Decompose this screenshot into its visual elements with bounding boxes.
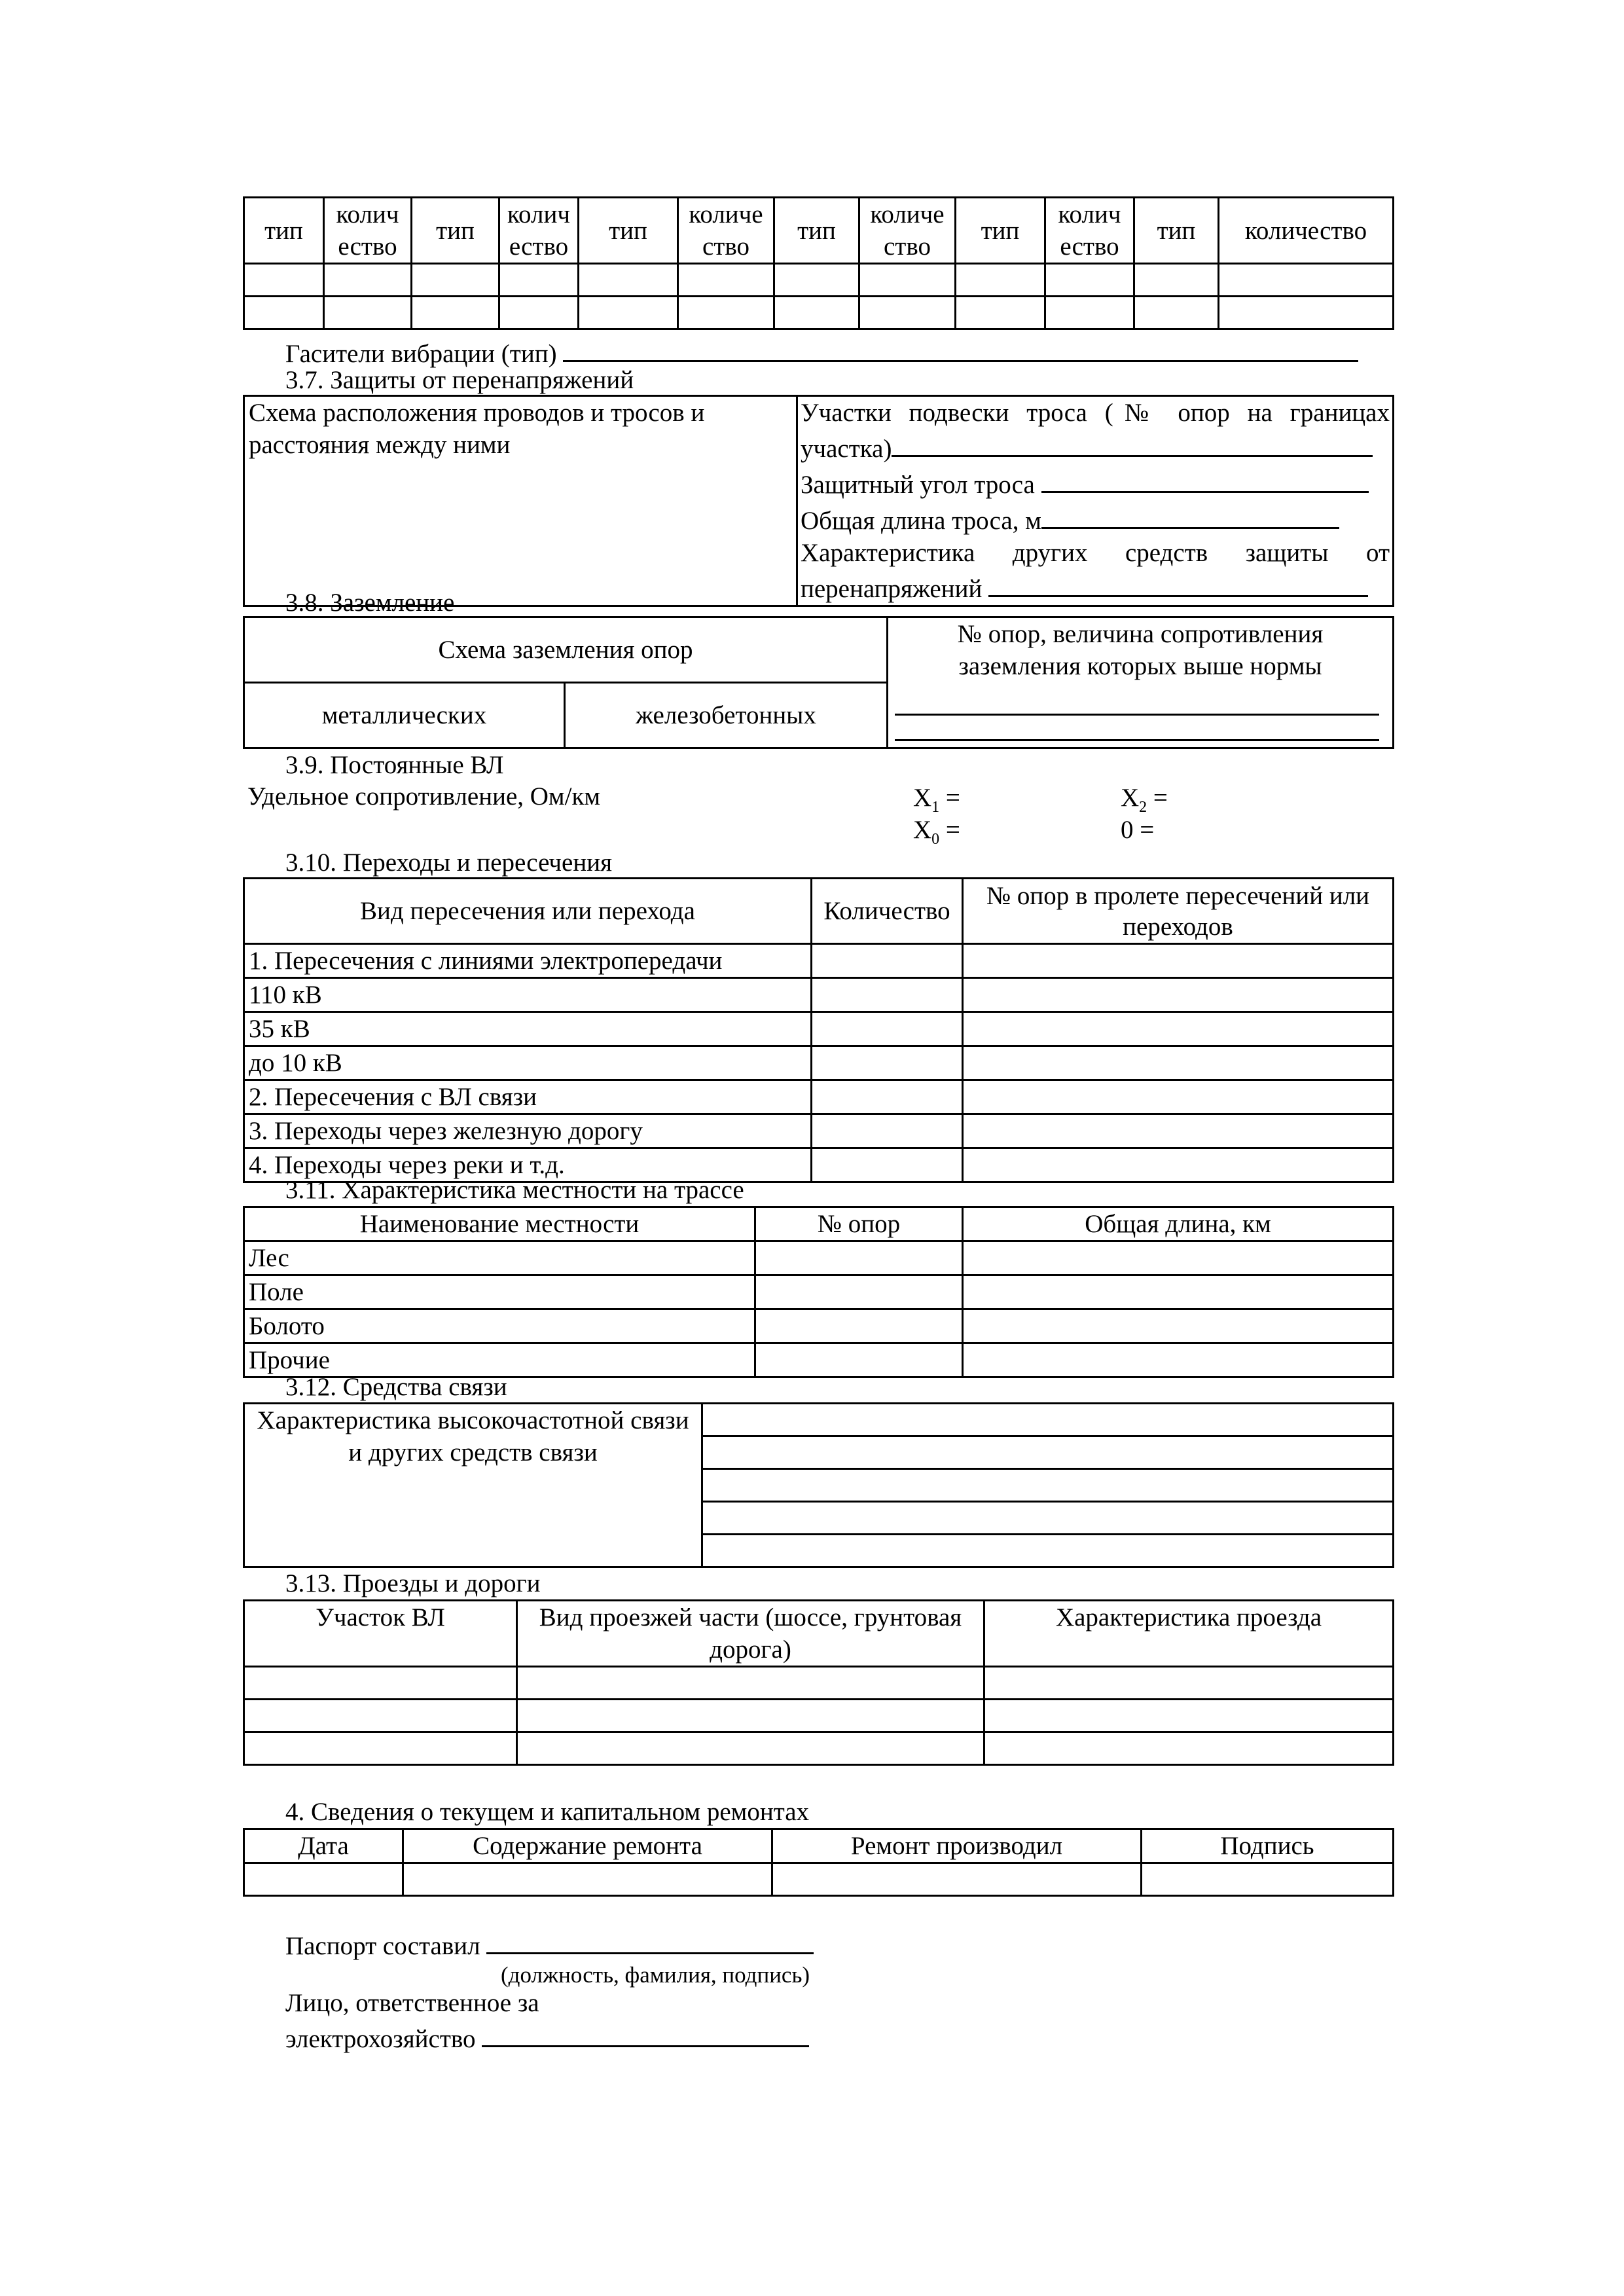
cell[interactable]	[774, 297, 859, 329]
table-row	[244, 264, 1394, 297]
x2-equals: =	[1147, 784, 1168, 812]
cell[interactable]	[859, 297, 956, 329]
header-cell: тип	[244, 198, 324, 264]
header-cell: Дата	[244, 1829, 403, 1863]
responsible-line	[285, 2019, 809, 2055]
x1-symbol: X	[913, 784, 932, 812]
cell[interactable]	[755, 1309, 963, 1343]
cell[interactable]	[517, 1732, 984, 1765]
cell[interactable]	[963, 1046, 1394, 1080]
cell[interactable]	[244, 1863, 403, 1896]
cell[interactable]	[1134, 297, 1219, 329]
x0-symbol: X	[913, 816, 932, 844]
zero-value: 0 =	[1121, 816, 1155, 844]
header-cell: № опор в пролете пересечений или переходов	[963, 879, 1394, 944]
row-label: 2. Пересечения с ВЛ связи	[244, 1080, 812, 1114]
cell[interactable]	[1045, 264, 1134, 297]
cell[interactable]	[579, 297, 678, 329]
cell[interactable]	[812, 1046, 963, 1080]
cell[interactable]	[244, 264, 324, 297]
other-protection-field[interactable]	[988, 569, 1368, 597]
x1-equals: =	[939, 784, 960, 812]
cell[interactable]	[812, 1148, 963, 1182]
table-row	[244, 1667, 1394, 1700]
cell[interactable]	[702, 1436, 1394, 1469]
table-row	[244, 1309, 1394, 1343]
grounding-table	[243, 616, 1394, 749]
cell[interactable]	[963, 1080, 1394, 1114]
wire-layout-cell	[244, 396, 797, 606]
section-title: 3.10. Переходы и пересечения	[285, 848, 613, 877]
cell[interactable]	[412, 297, 499, 329]
concrete-column-header: железобетонных	[565, 683, 888, 748]
type-quantity-table	[243, 196, 1394, 330]
table-row	[244, 1080, 1394, 1114]
cell[interactable]	[412, 264, 499, 297]
dampers-field[interactable]	[563, 334, 1358, 362]
x0-value	[913, 814, 960, 846]
cell[interactable]	[774, 264, 859, 297]
cell[interactable]	[1219, 264, 1394, 297]
responsible-field[interactable]	[482, 2019, 809, 2047]
cell[interactable]	[956, 264, 1045, 297]
cell[interactable]	[984, 1667, 1394, 1700]
cell[interactable]	[812, 978, 963, 1012]
other-protection-line	[801, 569, 1390, 605]
cell[interactable]	[755, 1275, 963, 1309]
header-cell: Характеристика проезда	[984, 1601, 1394, 1667]
grounding-excess-field-1[interactable]	[895, 690, 1379, 716]
cell[interactable]	[755, 1241, 963, 1275]
compiled-by-label: Паспорт составил	[285, 1932, 480, 1960]
header-cell: Подпись	[1142, 1829, 1394, 1863]
metal-column-header: металлических	[244, 683, 565, 748]
cell[interactable]	[963, 944, 1394, 978]
cell[interactable]	[403, 1863, 772, 1896]
cell[interactable]	[772, 1863, 1142, 1896]
section-title: 3.9. Постоянные ВЛ	[285, 751, 504, 779]
cell[interactable]	[517, 1700, 984, 1732]
cable-angle-line	[801, 465, 1390, 501]
cable-angle-label: Защитный угол троса	[801, 471, 1035, 499]
row-label: 35 кВ	[244, 1012, 812, 1046]
header-cell: Общая длина, км	[963, 1207, 1394, 1241]
cell[interactable]	[1045, 297, 1134, 329]
grounding-excess-label: № опор, величина сопротивления заземления которых выше нормы	[957, 620, 1324, 680]
responsible-label: Лицо, ответственное за	[285, 1989, 539, 2017]
compiled-by-field[interactable]	[486, 1926, 814, 1954]
cell[interactable]	[244, 297, 324, 329]
grounding-excess-field-2[interactable]	[895, 716, 1379, 741]
header-cell: колич ество	[1045, 198, 1134, 264]
cell[interactable]	[1219, 297, 1394, 329]
cell[interactable]	[1134, 264, 1219, 297]
header-cell: тип	[774, 198, 859, 264]
cell[interactable]	[963, 1275, 1394, 1309]
crossings-table	[243, 877, 1394, 1183]
section-title: 3.11. Характеристика местности на трассе	[285, 1176, 744, 1204]
cell[interactable]	[579, 264, 678, 297]
cell[interactable]	[963, 1012, 1394, 1046]
cable-length-line	[801, 501, 1390, 537]
cell[interactable]	[963, 1241, 1394, 1275]
cell[interactable]	[755, 1343, 963, 1377]
header-cell: Вид проезжей части (шоссе, грунтовая дорога)	[517, 1601, 984, 1667]
grounding-excess-cell	[888, 617, 1394, 748]
header-cell: тип	[1134, 198, 1219, 264]
section-title: 3.8. Заземление	[285, 589, 455, 617]
cell[interactable]	[244, 1700, 517, 1732]
table-header-row	[244, 879, 1394, 944]
cable-sections-label-cont: участка)	[801, 435, 892, 463]
resistance-label: Удельное сопротивление, Ом/км	[247, 782, 601, 811]
section-title: 3.13. Проезды и дороги	[285, 1569, 541, 1597]
cable-sections-label: Участки подвески троса (№ опор на границах	[801, 399, 1390, 427]
row-label: 3. Переходы через железную дорогу	[244, 1114, 812, 1148]
cell[interactable]	[963, 1114, 1394, 1148]
cell[interactable]	[499, 264, 579, 297]
table-row	[244, 1241, 1394, 1275]
section-title: 3.12. Средства связи	[285, 1373, 507, 1401]
cell[interactable]	[984, 1732, 1394, 1765]
table-header-row	[244, 1829, 1394, 1863]
compiled-by-hint: (должность, фамилия, подпись)	[501, 1962, 810, 1988]
header-cell: № опор	[755, 1207, 963, 1241]
table-header-row	[244, 198, 1394, 264]
cell[interactable]	[244, 1732, 517, 1765]
x2-symbol: X	[1121, 784, 1140, 812]
cell[interactable]	[244, 1667, 517, 1700]
row-label: Поле	[244, 1275, 755, 1309]
row-label: 1. Пересечения с линиями электропередачи	[244, 944, 812, 978]
cell[interactable]	[678, 297, 774, 329]
cell[interactable]	[812, 1114, 963, 1148]
cell[interactable]	[812, 944, 963, 978]
row-label: 4. Переходы через реки и т.д.	[244, 1148, 812, 1182]
grounding-scheme-header: Схема заземления опор	[244, 617, 888, 683]
x1-value	[913, 782, 960, 814]
table-row	[244, 1012, 1394, 1046]
cable-sections-field[interactable]	[892, 429, 1373, 457]
cell[interactable]	[702, 1502, 1394, 1535]
header-cell: Наименование местности	[244, 1207, 755, 1241]
table-row	[244, 1114, 1394, 1148]
row-label: Прочие	[244, 1343, 755, 1377]
header-cell: Участок ВЛ	[244, 1601, 517, 1667]
table-row	[244, 1863, 1394, 1896]
x0-subscript: 0	[931, 830, 940, 848]
cell[interactable]	[812, 1012, 963, 1046]
cell[interactable]	[324, 297, 412, 329]
header-cell: колич ество	[499, 198, 579, 264]
header-cell: количе ство	[859, 198, 956, 264]
header-cell: Вид пересечения или перехода	[244, 879, 812, 944]
x1-subscript: 1	[931, 798, 940, 816]
section-title: 3.7. Защиты от перенапряжений	[285, 366, 634, 394]
table-row	[244, 1275, 1394, 1309]
header-cell: тип	[956, 198, 1045, 264]
table-row	[244, 978, 1394, 1012]
table-row	[244, 297, 1394, 329]
cell[interactable]	[984, 1700, 1394, 1732]
terrain-table	[243, 1206, 1394, 1378]
header-cell: Количество	[812, 879, 963, 944]
cell[interactable]	[963, 1148, 1394, 1182]
header-cell: количе ство	[678, 198, 774, 264]
header-cell: тип	[412, 198, 499, 264]
cell[interactable]	[324, 264, 412, 297]
cell[interactable]	[678, 264, 774, 297]
cell[interactable]	[859, 264, 956, 297]
table-row	[244, 1700, 1394, 1732]
cable-sections-line	[801, 429, 1390, 465]
cable-length-label: Общая длина троса, м	[801, 507, 1041, 535]
cell[interactable]	[1142, 1863, 1394, 1896]
cell[interactable]	[812, 1080, 963, 1114]
compiled-by-line	[285, 1926, 814, 1962]
table-row	[244, 1046, 1394, 1080]
cell[interactable]	[499, 297, 579, 329]
header-cell: Ремонт производил	[772, 1829, 1142, 1863]
repairs-table	[243, 1828, 1394, 1897]
table-header-row	[244, 1601, 1394, 1667]
other-protection-label: Характеристика других средств защиты от	[801, 539, 1390, 567]
row-label: до 10 кВ	[244, 1046, 812, 1080]
table-row	[244, 1732, 1394, 1765]
table-row	[244, 944, 1394, 978]
x2-value	[1121, 782, 1168, 814]
cell[interactable]	[517, 1667, 984, 1700]
overvoltage-table	[243, 395, 1394, 607]
cable-length-field[interactable]	[1041, 501, 1339, 529]
x0-equals: =	[939, 816, 960, 844]
x2-subscript: 2	[1139, 798, 1147, 816]
cell[interactable]	[702, 1469, 1394, 1502]
header-cell: колич ество	[324, 198, 412, 264]
row-label: Лес	[244, 1241, 755, 1275]
cable-info-cell	[797, 396, 1394, 606]
section-title: 4. Сведения о текущем и капитальном ремонтах	[285, 1798, 810, 1826]
responsible-label-cont: электрохозяйство	[285, 2025, 476, 2053]
roads-table	[243, 1599, 1394, 1766]
row-label: Болото	[244, 1309, 755, 1343]
table-header-row	[244, 1207, 1394, 1241]
cell[interactable]	[963, 978, 1394, 1012]
cell[interactable]	[963, 1343, 1394, 1377]
communications-label: Характеристика высокочастотной связи и других средств связи	[244, 1404, 702, 1567]
header-cell: количество	[1219, 198, 1394, 264]
other-protection-label-cont: перенапряжений	[801, 575, 983, 603]
dampers-label: Гасители вибрации (тип)	[285, 340, 557, 368]
cell[interactable]	[702, 1535, 1394, 1567]
cell[interactable]	[702, 1404, 1394, 1436]
wire-layout-label: Схема расположения проводов и тросов и расстояния между ними	[249, 399, 705, 459]
communications-table	[243, 1402, 1394, 1568]
header-cell: Содержание ремонта	[403, 1829, 772, 1863]
cable-angle-field[interactable]	[1041, 465, 1369, 493]
header-cell: тип	[579, 198, 678, 264]
row-label: 110 кВ	[244, 978, 812, 1012]
cell[interactable]	[963, 1309, 1394, 1343]
cell[interactable]	[956, 297, 1045, 329]
